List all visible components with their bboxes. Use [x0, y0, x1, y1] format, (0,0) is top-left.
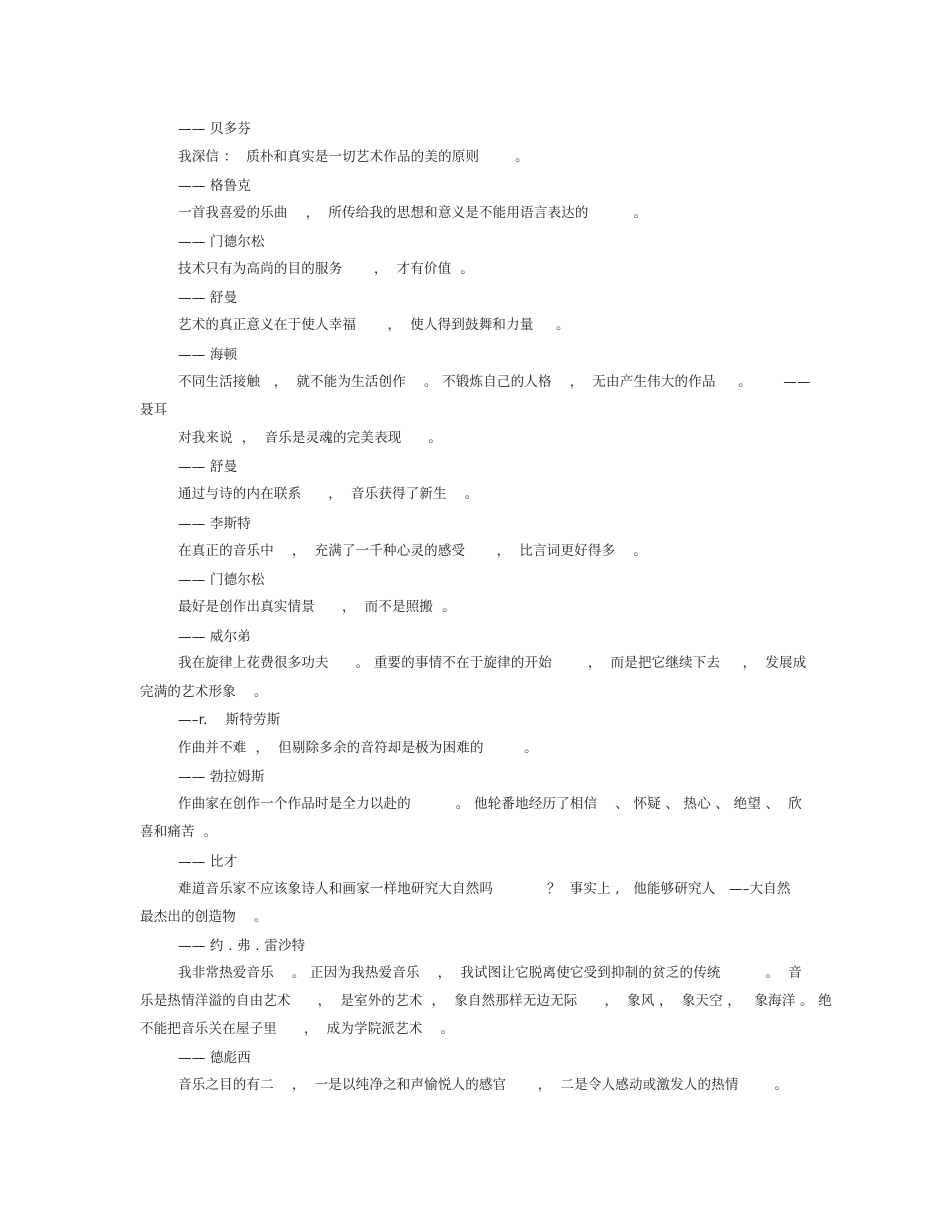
attribution-brahms: —— 勃拉姆斯	[178, 769, 265, 785]
quote-strauss-line1: 我在旋律上花费很多功夫 。 重要的事情不在于旋律的开始 ， 而是把它继续下去 ， 发展成	[178, 655, 807, 671]
quote-reichardt-line1: 难道音乐家不应该象诗人和画家一样地研究大自然吗 ？ 事实上 , 他能够研究人 —–大自然	[178, 881, 791, 897]
attribution-strauss: —–r. 斯特劳斯	[178, 712, 281, 728]
quote-haydn: 艺术的真正意义在于使人幸福 ， 使人得到鼓舞和力量 。	[178, 317, 570, 333]
quote-mendelssohn-1: 一首我喜爱的乐曲 ， 所传给我的思想和意义是不能用语言表达的 。	[178, 205, 648, 221]
attribution-debussy: —— 德彪西	[178, 1050, 251, 1066]
attribution-bizet: —— 比才	[178, 854, 238, 870]
quote-liszt: 通过与诗的内在联系 ， 音乐获得了新生 。	[178, 486, 479, 502]
attribution-schumann-1: —— 舒曼	[178, 290, 238, 306]
attribution-mendelssohn-2: —— 门德尔松	[178, 572, 265, 588]
quote-schumann-2: 对我来说 ， 音乐是灵魂的完美表现 。	[178, 430, 443, 446]
attribution-liszt: —— 李斯特	[178, 516, 251, 532]
quote-nieer-line1: 不同生活接触 ， 就不能为生活创作 。 不锻炼自己的人格 ， 无由产生伟大的作品 。 ——	[178, 374, 811, 390]
attribution-verdi: —— 威尔弟	[178, 629, 251, 645]
quote-reichardt-line2: 最杰出的创造物 。	[140, 909, 268, 925]
quote-bizet-line1: 作曲家在创作一个作品时是全力以赴的 。 他轮番地经历了相信 、 怀疑 、 热心 、 绝望 、 欣	[178, 796, 802, 812]
quote-bizet-line2: 喜和痛苦 。	[140, 824, 218, 840]
attribution-beethoven: —— 贝多芬	[178, 121, 251, 137]
quote-strauss-line2: 完满的艺术形象 。	[140, 684, 268, 700]
quote-schumann-1: 技术只有为高尚的目的服务 ， 才有价值 。	[178, 261, 475, 277]
attribution-haydn: —— 海顿	[178, 347, 238, 363]
quote-debussy-line2: 乐是热情洋溢的自由艺术 ， 是室外的艺术 ， 象自然那样无边无际 ， 象风 ， 象天空 ， 象海洋 。 绝	[140, 993, 832, 1009]
quote-debussy-line3: 不能把音乐关在屋子里 ， 成为学院派艺术 。	[140, 1021, 455, 1037]
quote-mendelssohn-2: 在真正的音乐中 ， 充满了一千种心灵的感受 ， 比言词更好得多 。	[178, 543, 647, 559]
attribution-mendelssohn-1: —— 门德尔松	[178, 234, 265, 250]
quote-verdi: 最好是创作出真实情景 ， 而不是照搬 。	[178, 599, 456, 615]
attribution-schumann-2: —— 舒曼	[178, 459, 238, 475]
attribution-nieer: 聂耳	[140, 402, 168, 418]
quote-debussy-line1: 我非常热爱音乐 。 正因为我热爱音乐 ， 我试图让它脱离使它受到抑制的贫乏的传统 。 音	[178, 965, 802, 981]
quote-gluck: 我深信 ： 质朴和真实是一切艺术作品的美的原则 。	[178, 149, 529, 165]
quote-brahms: 作曲并不难 ， 但剔除多余的音符却是极为困难的 。	[178, 740, 538, 756]
attribution-reichardt: —— 约 . 弗 . 雷沙特	[178, 938, 306, 954]
attribution-gluck: —— 格鲁克	[178, 178, 251, 194]
quote-final: 音乐之目的有二 ， 一是以纯净之和声愉悦人的感官 ， 二是令人感动或激发人的热情 。	[178, 1077, 789, 1093]
